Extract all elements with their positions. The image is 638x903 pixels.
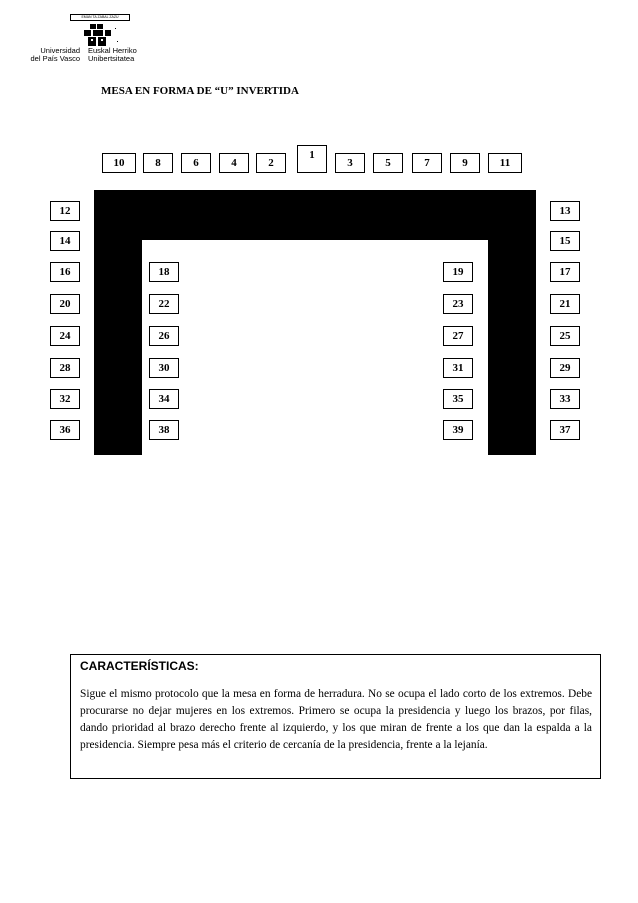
seat: 5 <box>373 153 403 173</box>
seat: 20 <box>50 294 80 314</box>
seat: 24 <box>50 326 80 346</box>
seat: 6 <box>181 153 211 173</box>
seat: 29 <box>550 358 580 378</box>
seat: 23 <box>443 294 473 314</box>
seat: 11 <box>488 153 522 173</box>
university-logo <box>26 14 146 68</box>
seat: 33 <box>550 389 580 409</box>
seat: 37 <box>550 420 580 440</box>
seat: 25 <box>550 326 580 346</box>
seat: 2 <box>256 153 286 173</box>
characteristics-heading: CARACTERÍSTICAS: <box>80 659 199 673</box>
seat: 12 <box>50 201 80 221</box>
seat: 28 <box>50 358 80 378</box>
seat: 3 <box>335 153 365 173</box>
characteristics-text: Sigue el mismo protocolo que la mesa en forma de herradura. No se ocupa el lado corto de los extremos. Debe procurarse no dejar mujeres en los extremos. Primero se ocupa la presidencia y luego los brazos, por filas, dando prioridad al brazo derecho frente al izquierdo, y los que miran de frente a los que dan la espalda a la presidencia. Siempre pesa más el criterio de cercanía de la presidencia, frente a la lejanía. <box>80 688 592 751</box>
seat: 32 <box>50 389 80 409</box>
seat: 13 <box>550 201 580 221</box>
seat: 14 <box>50 231 80 251</box>
seat: 22 <box>149 294 179 314</box>
diagram-title: MESA EN FORMA DE “U” INVERTIDA <box>101 85 299 97</box>
seat: 16 <box>50 262 80 282</box>
seat: 7 <box>412 153 442 173</box>
seat: 39 <box>443 420 473 440</box>
seat: 4 <box>219 153 249 173</box>
seat: 18 <box>149 262 179 282</box>
seat: 30 <box>149 358 179 378</box>
seat: 9 <box>450 153 480 173</box>
seat-presidency: 1 <box>297 145 327 173</box>
seat: 17 <box>550 262 580 282</box>
table-right-arm <box>488 190 536 455</box>
seat: 15 <box>550 231 580 251</box>
seat: 31 <box>443 358 473 378</box>
seat: 27 <box>443 326 473 346</box>
seat: 10 <box>102 153 136 173</box>
table-left-arm <box>94 190 142 455</box>
seat: 35 <box>443 389 473 409</box>
logo-basque-name: Euskal Herriko Unibertsitatea <box>88 46 137 63</box>
logo-spanish-name: Universidad del País Vasco <box>30 46 80 63</box>
seat: 38 <box>149 420 179 440</box>
seat: 8 <box>143 153 173 173</box>
logo-motto: EMAN TA ZABAL ZAZU <box>70 14 130 21</box>
seat: 34 <box>149 389 179 409</box>
characteristics-box <box>70 654 601 779</box>
seat: 26 <box>149 326 179 346</box>
table-top-bar <box>94 190 536 240</box>
seat: 21 <box>550 294 580 314</box>
logo-tree-icon <box>66 22 132 48</box>
seat: 19 <box>443 262 473 282</box>
seat: 36 <box>50 420 80 440</box>
